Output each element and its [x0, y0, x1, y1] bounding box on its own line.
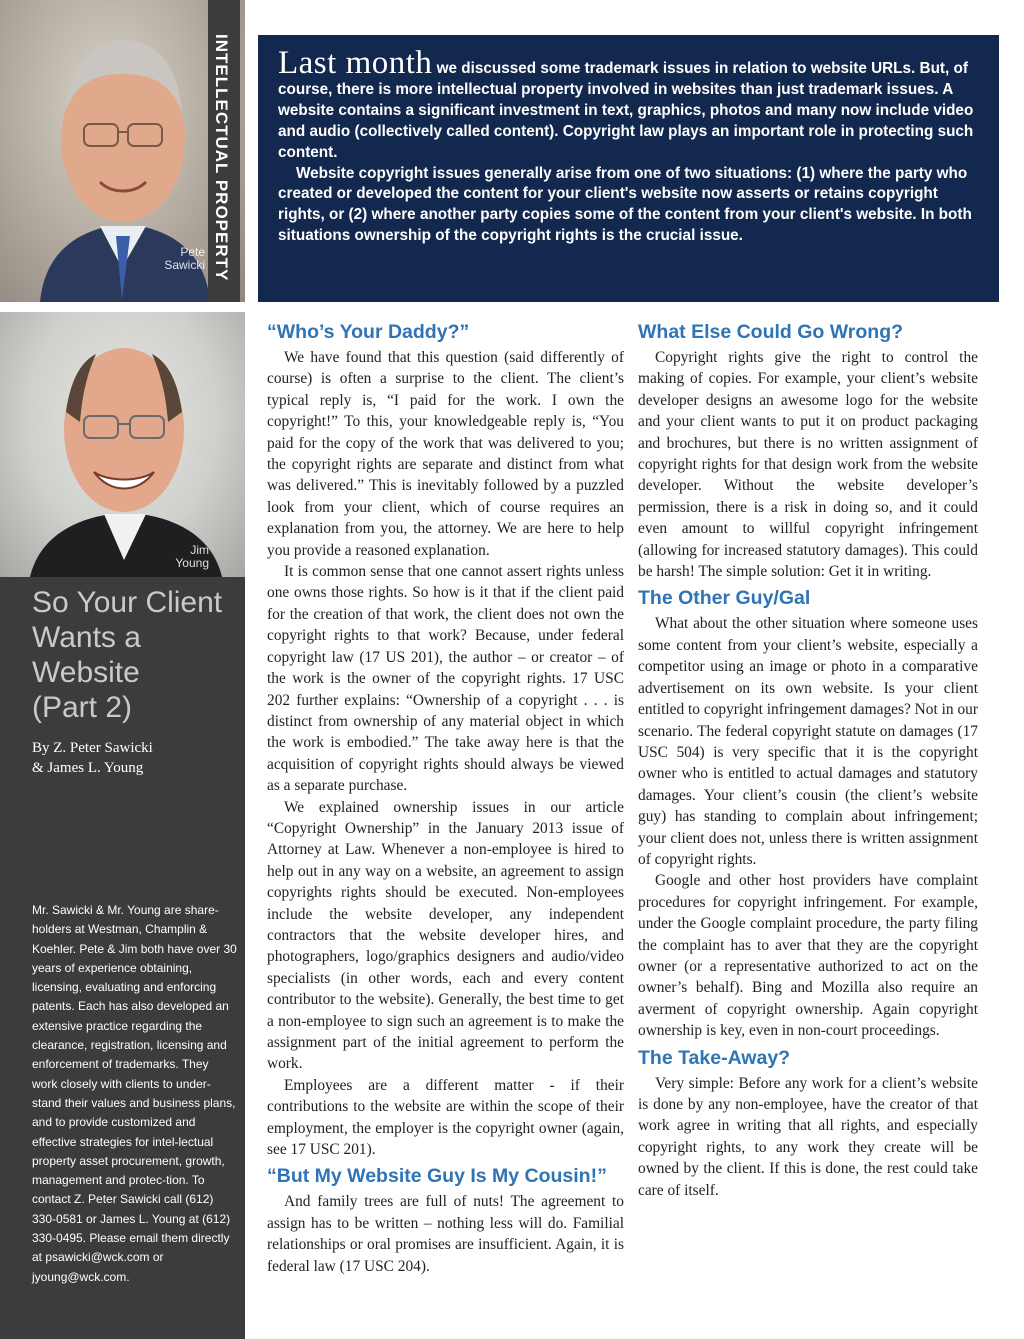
- intro-paragraph-2: Website copyright issues generally arise from one of two situations: (1) where the party who created or developed the content for your client's website now asserts or retains copyright rights, or (2) where another party copies some of the content from your client's website. In both situations ownership of the copyright rights is the crucial issue.: [278, 164, 972, 245]
- article-column-2: [638, 320, 978, 1201]
- caption-first-name: Pete: [180, 245, 205, 259]
- section-heading: The Other Guy/Gal: [638, 587, 811, 610]
- caption-last-name: Young: [175, 556, 209, 570]
- body-paragraph: Very simple: Before any work for a client’s website is done by any non-employee, have the creator of that work agree in writing that all rights, and especially copyright rights, to any work they create will be owned by the client. If this is done, the rest could take care of itself.: [638, 1074, 978, 1199]
- title-line: (Part 2): [32, 691, 133, 724]
- body-paragraph: Employees are a different matter - if their contributions to the website are within the scope of their employment, the employer is the copyright owner (again, see 17 USC 201).: [267, 1076, 624, 1159]
- author-sidebar: [0, 0, 245, 1339]
- title-line: Wants a: [32, 621, 141, 654]
- author-bio: Mr. Sawicki & Mr. Young are share-holders at Westman, Champlin & Koehler. Pete & Jim both have over 30 years of experience obtaining, licensing, evaluating and enforcing patents. Each has also developed an extensive practice regarding the clearance, registration, licensing and enforcement of trademarks. They work closely with clients to under-stand their values and business plans, and to provide customized and effective strategies for intel-lectual property asset procurement, growth, management and protec-tion. To contact Z. Peter Sawicki call (612) 330-0581 or James L. Young at (612) 330-0495. Please email them directly at psawicki@wck.com or jyoung@wck.com.: [32, 903, 237, 1284]
- section-label: [208, 0, 240, 302]
- body-paragraph: We explained ownership issues in our article “Copyright Ownership” in the January 2013 issue of Attorney at Law. Whenever a non-employee is hired to help out in any way on a website, an agreement to assign copyrights rights should be executed. Non-employees include the website developer, any independent contractors that the website developer hires, and photographers, logo/graphics designers and audio/video specialists (in other words, each and every content contributor to the website). Generally, the best time to get a non-employee to sign such an agreement is to make the assignment part of the initial agreement to perform the work.: [267, 798, 624, 1073]
- intro-lead: Last month: [278, 45, 433, 81]
- section-heading: The Take-Away?: [638, 1046, 791, 1069]
- intro-text: [278, 45, 983, 247]
- body-paragraph: Google and other host providers have complaint procedures for copyright infringement. For example, under the Google complaint procedure, the party filing the complaint has to aver that they are the copyright owner (or a representative authorized to act on the owner’s behalf). Bing and Mozilla also require an averment of copyright ownership. Again copyright ownership is key, even in non-court proceedings.: [638, 872, 978, 1040]
- caption-first-name: Jim: [190, 543, 209, 557]
- section-label-text: INTELLECTUAL PROPERTY: [212, 34, 231, 282]
- photo-divider: [0, 302, 245, 312]
- photo2-caption: [175, 544, 209, 570]
- article-title: [32, 585, 237, 725]
- portrait-illustration: [0, 312, 245, 577]
- byline-line: By Z. Peter Sawicki: [32, 740, 153, 756]
- intro-box: [258, 35, 999, 302]
- body-paragraph: And family trees are full of nuts! The agreement to assign has to be written – nothing less will do. Familial relationships or oral promises are insufficient. Again, it is federal law (17 USC 204).: [267, 1193, 624, 1275]
- section-heading: What Else Could Go Wrong?: [638, 321, 904, 343]
- body-paragraph: We have found that this question (said differently of course) is often a surprise to the client. The client’s typical reply is, “I paid for the work. I own the copyright!” To this, your knowledgeable reply is, “You paid for the copy of the work that was delivered to you; the copyright rights are separate and distinct from what was delivered.” This is inevitably followed by a puzzled look from your client, which of course requires an explanation from you, the attorney. We are here to help you provide a reasoned explanation.: [267, 349, 624, 559]
- article-column-1: [267, 320, 624, 1277]
- title-line: So Your Client: [32, 586, 223, 619]
- body-paragraph: What about the other situation where someone uses some content from your client’s website, especially a competitor using an image or photo in a comparative advertisement on its own website. Is your client entitled to copyright infringement damages? Not in our scenario. The federal copyright statute on damages (17 USC 504) is very specific that it is the copyright owner who is entitled to actual damages and statutory damages. Your client’s cousin (the client’s website guy) has standing to complain about infringement; your client does not, unless there is written assignment of copyright rights.: [638, 615, 978, 868]
- byline-line: & James L. Young: [32, 760, 144, 776]
- caption-last-name: Sawicki: [164, 258, 205, 272]
- photo1-caption: [164, 246, 205, 272]
- body-paragraph: It is common sense that one cannot assert rights unless one owns those rights. So how is it that if the client paid for the creation of that work, the client does not own the copyright rights to that work? Because, under federal copyright law (17 US 201), the author – or creator – of the work is the owner of the copyright rights. 17 USC 202 further explains: “Ownership of a copyright . . . is distinct from ownership of any material object in which the work is embodied.” The take away here is that the acquisition of copyright rights should always be viewed as a separate purchase.: [267, 563, 624, 795]
- section-heading: “Who’s Your Daddy?”: [267, 321, 470, 343]
- byline: [32, 738, 237, 778]
- body-paragraph: Copyright rights give the right to control the making of copies. For example, your client’s website developer designs an awesome logo for the website and your client wants to put it on product packaging and brochures, but there is no written assignment of copyright rights for that design work from the website developer. Without the website developer’s permission, there is a risk in doing so, and it could even amount to willful copyright infringement (allowing for increased statutory damages). This could be harsh! The simple solution: Get it in writing.: [638, 349, 978, 581]
- intro-paragraph-1: we discussed some trademark issues in relation to website URLs. But, of course, there is more intellectual property involved in websites than just trademark issues. A website contains a significant investment in text, graphics, photos and many now include video and audio (collectively called content). Copyright law plays an important role in protecting such content.: [278, 60, 974, 161]
- title-line: Website: [32, 656, 140, 689]
- section-heading: “But My Website Guy Is My Cousin!”: [267, 1165, 607, 1188]
- author-photo-jim-young: [0, 312, 245, 577]
